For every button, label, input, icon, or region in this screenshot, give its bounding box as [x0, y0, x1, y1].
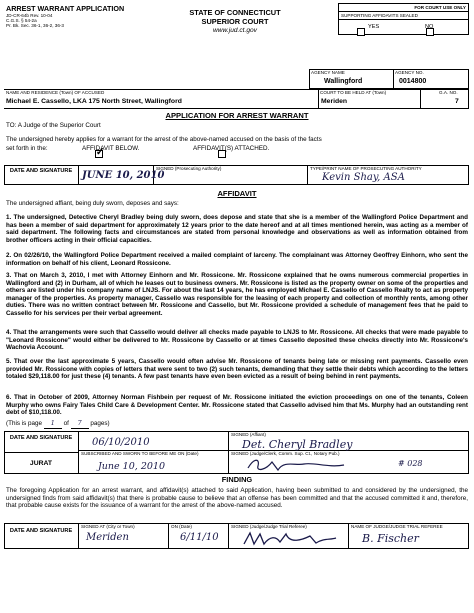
judge-signature [240, 530, 340, 548]
sealed-no-label: NO [425, 24, 434, 30]
subscribed-label: SUBSCRIBED AND SWORN TO BEFORE ME ON (Date) [81, 451, 199, 456]
name-judge-label: NAME OF JUDGE/JUDGE TRIAL REFEREE [351, 524, 443, 529]
jurat-date-signature-label: DATE AND SIGNATURE [9, 435, 73, 441]
agency-number: 0014800 [399, 78, 427, 85]
app-date-value: JUNE 10, 2010 [82, 170, 165, 181]
affidavit-paragraph-5: 5. That over the last approximate 5 years, Cassello would often advise Mr. Rossicone of tenants being late or missing rent payments. Cassello even provided Mr. Rossicone with copies of letters that were sent to two (2) such tenants, demanding that they settle their debts which according to the letters totaled $29,118.00 for just these (4) tenants. A few past tenants have even been evicted as a result of being behind in rent payments. [6, 358, 468, 381]
signed-at-value: Meriden [86, 532, 129, 543]
court-town-label: COURT TO BE HELD AT (Town) [320, 90, 387, 95]
agency-name: Wallingford [324, 78, 363, 85]
signed-affiant-label: SIGNED (Affiant) [231, 432, 266, 437]
finding-text: The foregoing Application for an arrest warrant, and affidavit(s) attached to said Application, having been submitted to and considered by the undersigned, the undersigned finds from said affidavit(s) that there is probable cause to believe that an offense has been committed and that the accused committed it and, therefore, that probable cause exists for the issuance of a warrant for the arrest of the above-named accused. [6, 487, 468, 510]
page-total: 7 [71, 420, 89, 429]
jurat-label: JURAT [29, 460, 53, 467]
agency-name-label: AGENCY NAME [311, 70, 345, 75]
on-date-label: ON (Date) [171, 524, 192, 529]
form-title: ARREST WARRANT APPLICATION [6, 4, 125, 13]
sealed-yes-label: YES [368, 24, 380, 30]
accused-label: NAME AND RESIDENCE (Town) OF ACCUSED [6, 90, 105, 95]
on-date-value: 6/11/10 [180, 532, 219, 543]
court-website: www.jud.ct.gov [213, 27, 257, 34]
affidavit-below-label: AFFIDAVIT BELOW. [82, 145, 140, 152]
statute-line-2: Pr. Bk. Sec. 36-1, 36-2, 36-3 [6, 23, 64, 28]
subscribed-date: June 10, 2010 [98, 461, 165, 472]
form-number: JD-CR-64b Rev. 10-04 [6, 13, 53, 18]
accused-name-residence: Michael E. Cassello, LKA 175 North Street, Wallingford [6, 98, 182, 105]
app-date-signature-label: DATE AND SIGNATURE [9, 168, 73, 174]
affidavit-paragraph-3: 3. That on March 3, 2010, I met with Attorney Einhorn and Mr. Rossicone. Mr. Rossicone explained that he owns numerous commercial properties in Wallingford and (2) in Durham, all of which he leases out to business owners. Mr. Rossicone is listed as the property owner on some of the properties and others are listed under his company name of LNJS. For about the last 14 years, he has employed Michael E. Cassello of Cassello Realty to act as property manager of the properties. As property manager, Cassello was responsible for the leasing of each property and collection of monthly rents, among other duties. There was no written contract between Mr. Rossicone and Cassello, but Mr. Rossicone provided a schedule of management fees that he paid to Cassello for his services per their verbal agreement. [6, 272, 468, 317]
ga-number: 7 [455, 98, 459, 105]
affidavit-paragraph-4: 4. That the arrangements were such that Cassello would deliver all checks made payable to LNJS to Mr. Rossicone. All checks that were made payable to "Leonard Rossicone" would either be delivered to Mr. Rossicone by Cassello or at times Cassello deposited these checks directly into Mr. Rossicone's Wachovia Account. [6, 329, 468, 352]
application-intro-1: The undersigned hereby applies for a warrant for the arrest of the above-named accused on the basis of the facts [6, 136, 322, 143]
app-signed-label: SIGNED (Prosecuting Authority) [156, 166, 222, 171]
affidavit-intro: The undersigned affiant, being duly sworn, deposes and says: [6, 200, 179, 207]
affidavit-paragraph-6: 6. That in October of 2009, Attorney Norman Fishbein per request of Mr. Rossicone initiated the eviction proceedings on one of the tenants, Coleen Murphy who owns Fairy Tales Child Care & Development Center. Mr. Rossicone stated that Cassello advised him that Ms. Murphy had an outstanding rent debt of $10,118.00. [6, 394, 468, 417]
badge-number: # 028 [398, 459, 423, 468]
signed-judge-clerk-label: SIGNED (Judge/Clerk, Comm. Sup. Ct., Notary Pub.) [231, 451, 340, 456]
affidavit-paragraph-2: 2. On 02/26/10, the Wallingford Police Department received a mailed complaint of larceny. The complainant was Attorney Geoffrey Einhorn, who sent the information on behalf of his client, Leonard Rossicone. [6, 252, 468, 267]
page-number: 1 [44, 420, 62, 429]
jurat-date-value: 06/10/2010 [92, 437, 150, 448]
sealed-yes-checkbox[interactable] [357, 28, 365, 36]
affidavit-title: AFFIDAVIT [217, 189, 257, 198]
agency-number-label: AGENCY NO. [395, 70, 424, 75]
application-title: APPLICATION FOR ARREST WARRANT [165, 111, 309, 120]
statute-line-1: C.G.S. § 54-2a [6, 18, 37, 23]
court-town: Meriden [321, 98, 348, 105]
page-count-line: (This is page 1 of 7 pages) [6, 420, 110, 427]
finding-title: FINDING [221, 475, 253, 484]
affiant-signature: Det. Cheryl Bradley [242, 438, 353, 451]
finding-date-signature-label: DATE AND SIGNATURE [9, 528, 73, 534]
signed-judge-label: SIGNED (Judge/Judge Trial Referee) [231, 524, 307, 529]
court-name: SUPERIOR COURT [201, 17, 269, 26]
prosecutor-name: Kevin Shay, ASA [322, 172, 405, 183]
court-use-label: FOR COURT USE ONLY [414, 5, 466, 10]
affidavits-attached-label: AFFIDAVIT(S) ATTACHED. [193, 145, 270, 152]
judge-name: B. Fischer [362, 532, 419, 545]
signed-at-label: SIGNED AT (City or Town) [81, 524, 135, 529]
ga-label: G.A. NO. [439, 90, 458, 95]
application-intro-2: set forth in the: [6, 145, 48, 152]
affidavit-paragraph-1: 1. The undersigned, Detective Cheryl Bradley being duly sworn, does depose and state that she is a member of the Wallingford Police Department and has been a member of said department for approximately 12 years prior to the date hereof and at all times mentioned herein, was acting as a member of said department. The following facts and circumstances are stated from personal knowledge and observations as well as information obtained from brother officers acting in their official capacities. [6, 214, 468, 244]
sealed-label: SUPPORTING AFFIDAVITS SEALED [341, 13, 418, 18]
application-to-line: TO: A Judge of the Superior Court [6, 122, 101, 129]
app-typed-label: TYPE/PRINT NAME OF PROSECUTING AUTHORITY [310, 166, 422, 171]
commissioner-signature [244, 456, 354, 474]
state-name: STATE OF CONNECTICUT [189, 8, 281, 17]
